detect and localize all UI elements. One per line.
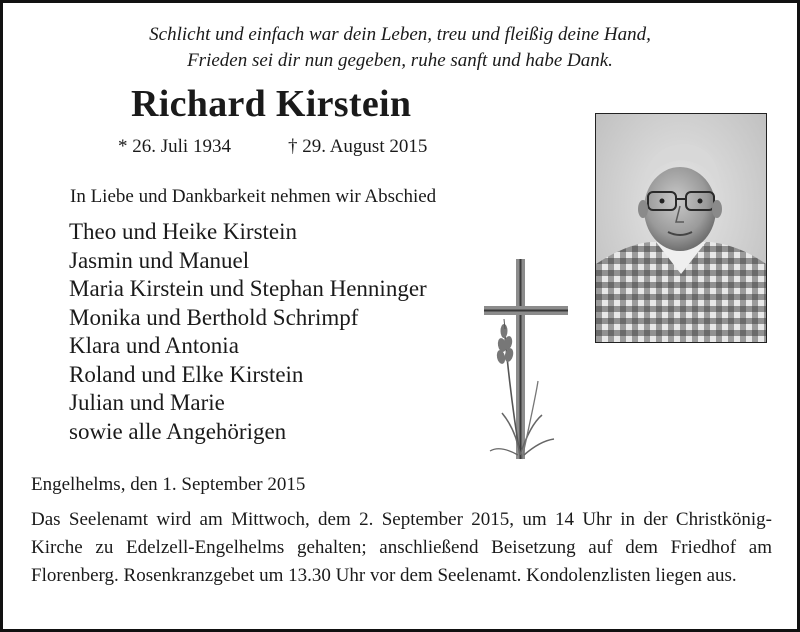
- mourner-item: Maria Kirstein und Stephan Henninger: [69, 276, 427, 301]
- verse-line-1: Schlicht und einfach war dein Leben, treu und fleißig deine Hand,: [149, 24, 651, 45]
- memorial-verse: [0, 22, 800, 74]
- mourner-item: Jasmin und Manuel: [69, 247, 250, 273]
- mourner-item: Monika und Berthold Schrimpf: [69, 304, 359, 330]
- portrait-illustration: [596, 114, 766, 342]
- mourners-list: [69, 218, 427, 446]
- birth-date: * 26. Juli 1934: [118, 136, 231, 157]
- deceased-name: Richard Kirstein: [131, 83, 412, 125]
- mourner-item: Klara und Antonia: [69, 333, 239, 358]
- mourner-item: Roland und Elke Kirstein: [69, 361, 304, 387]
- place-and-date: Engelhelms, den 1. September 2015: [31, 474, 306, 495]
- death-date: † 29. August 2015: [288, 136, 428, 157]
- cross-with-wheat-icon: [480, 255, 570, 463]
- farewell-intro: In Liebe und Dankbarkeit nehmen wir Abschied: [70, 186, 437, 207]
- mourner-item: sowie alle Angehörigen: [69, 418, 287, 444]
- funeral-notice-text: Das Seelenamt wird am Mittwoch, dem 2. September 2015, um 14 Uhr in der Christkönig-Kirche zu Edelzell-Engelhelms gehalten; anschließend Beisetzung auf dem Friedhof am Florenberg. Rosenkranzgebet um 13.30 Uhr vor dem Seelenamt. Kondolenzlisten liegen aus.: [31, 509, 772, 586]
- mourner-item: Julian und Marie: [69, 390, 225, 415]
- verse-line-2: Frieden sei dir nun gegeben, ruhe sanft und habe Dank.: [187, 50, 613, 71]
- portrait-photo: [595, 113, 767, 343]
- mourner-item: Theo und Heike Kirstein: [69, 219, 298, 244]
